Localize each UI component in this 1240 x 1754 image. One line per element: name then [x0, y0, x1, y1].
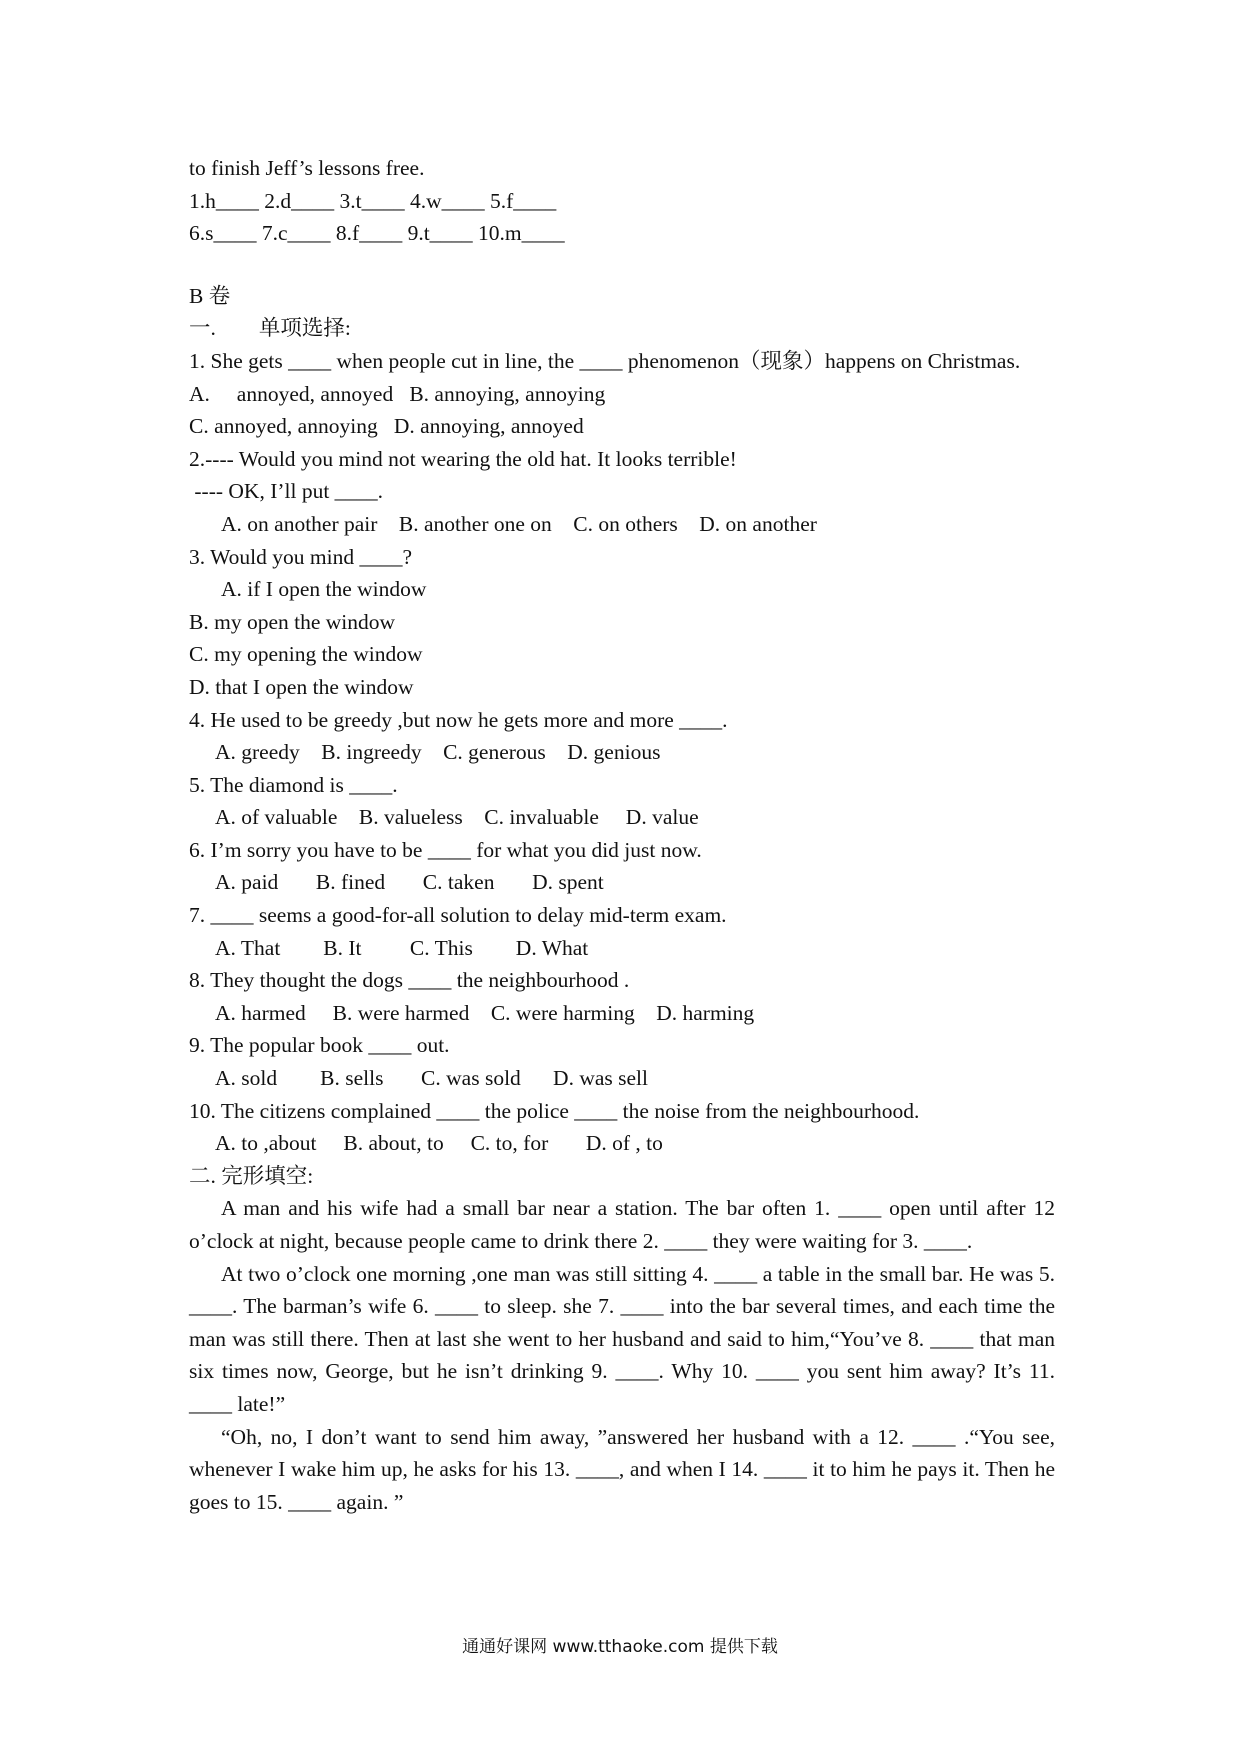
question-8-options: A. harmed B. were harmed C. were harming D. harming: [215, 1000, 755, 1025]
question-10-options: A. to ,about B. about, to C. to, for D. of , to: [215, 1131, 663, 1156]
question-8-stem: 8. They thought the dogs ____ the neighbourhood .: [189, 968, 630, 993]
question-5-stem: 5. The diamond is ____.: [189, 772, 398, 797]
passage-end-line: to finish Jeff’s lessons free.: [189, 156, 425, 180]
question-1-stem: 1. She gets ____ when people cut in line, the ____ phenomenon（现象）happens on Christmas.: [189, 348, 1021, 373]
question-6-stem: 6. I’m sorry you have to be ____ for what you did just now.: [189, 837, 702, 862]
question-4-options: A. greedy B. ingreedy C. generous D. genious: [215, 740, 661, 765]
word-blanks-row-1: 1.h____ 2.d____ 3.t____ 4.w____ 5.f____: [189, 188, 557, 213]
question-3-option-b: B. my open the window: [189, 609, 396, 634]
page-footer: 通通好课网 www.tthaoke.com 提供下载: [462, 1637, 778, 1657]
question-1-options-cd: C. annoyed, annoying D. annoying, annoyed: [189, 414, 584, 439]
part1-title: 一. 单项选择:: [189, 316, 351, 341]
question-9-options: A. sold B. sells C. was sold D. was sell: [215, 1066, 648, 1091]
question-3-option-a: A. if I open the window: [221, 577, 427, 602]
question-4-stem: 4. He used to be greedy ,but now he gets more and more ____.: [189, 707, 728, 732]
document-body: [189, 152, 1055, 1518]
cloze-paragraph-1: A man and his wife had a small bar near a station. The bar often 1. ____ open until after 12 o’clock at night, because people came to drink there 2. ____ they were waiting for 3. ____.: [189, 1196, 1055, 1253]
question-2-options: A. on another pair B. another one on C. on others D. on another: [221, 511, 817, 536]
section-b-title: B 卷: [189, 283, 231, 308]
question-3-stem: 3. Would you mind ____?: [189, 544, 413, 569]
question-2-stem: 2.---- Would you mind not wearing the old hat. It looks terrible!: [189, 446, 737, 471]
question-6-options: A. paid B. fined C. taken D. spent: [215, 870, 604, 895]
word-blanks-row-2: 6.s____ 7.c____ 8.f____ 9.t____ 10.m____: [189, 221, 565, 246]
question-2-reply: ---- OK, I’ll put ____.: [189, 479, 384, 504]
question-7-options: A. That B. It C. This D. What: [215, 935, 589, 960]
question-9-stem: 9. The popular book ____ out.: [189, 1033, 450, 1058]
question-3-option-c: C. my opening the window: [189, 642, 423, 667]
question-5-options: A. of valuable B. valueless C. invaluable D. value: [215, 805, 699, 830]
spacer: [189, 250, 1055, 280]
question-3-option-d: D. that I open the window: [189, 674, 414, 699]
cloze-paragraph-2: At two o’clock one morning ,one man was still sitting 4. ____ a table in the small bar. He was 5. ____. The barman’s wife 6. ____ to sleep. she 7. ____ into the bar several times, and each time the man was still there. Then at last she went to her husband and said to him,“You’ve 8. ____ that man six times now, George, but he isn’t drinking 9. ____. Why 10. ____ you sent him away? It’s 11. ____ late!”: [189, 1261, 1055, 1416]
question-10-stem: 10. The citizens complained ____ the police ____ the noise from the neighbourhood.: [189, 1098, 920, 1123]
question-7-stem: 7. ____ seems a good-for-all solution to delay mid-term exam.: [189, 903, 727, 928]
part2-title: 二. 完形填空:: [189, 1163, 314, 1188]
question-1-options-ab: A. annoyed, annoyed B. annoying, annoying: [189, 381, 606, 406]
cloze-paragraph-3: “Oh, no, I don’t want to send him away, ”answered her husband with a 12. ____ .“You see, whenever I wake him up, he asks for his 13. ____, and when I 14. ____ it to him he pays it. Then he goes to 15. ____ again. ”: [189, 1424, 1055, 1514]
